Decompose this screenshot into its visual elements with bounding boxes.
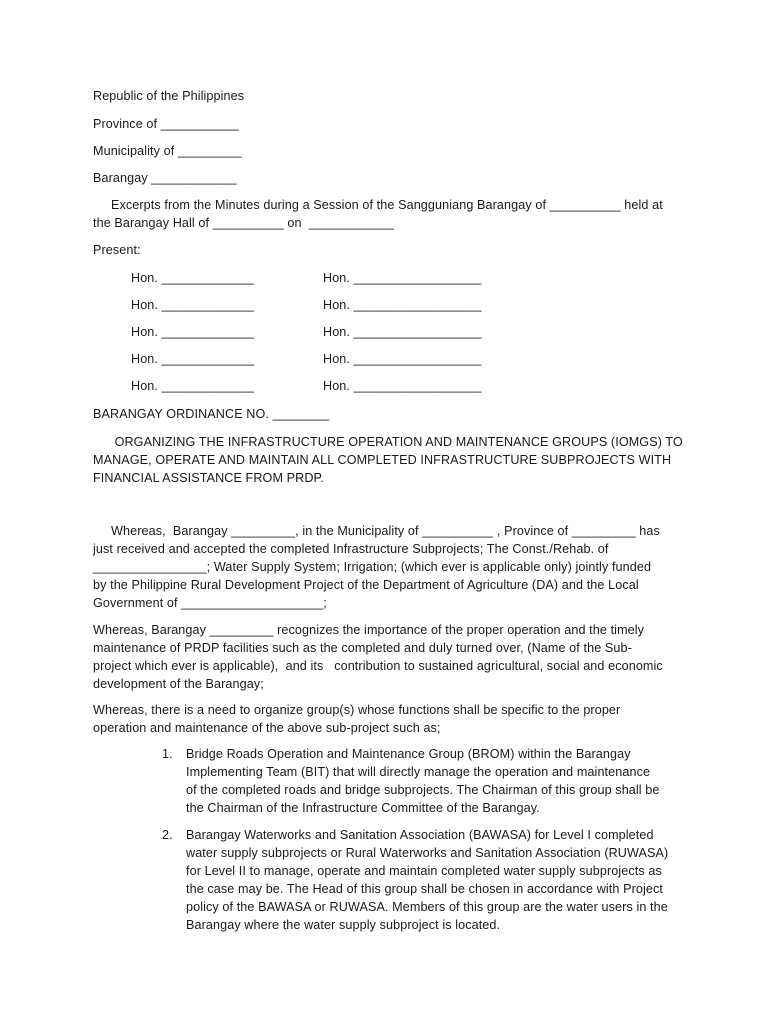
whereas1-line-2: just received and accepted the completed Infrastructure Subprojects; The Const./Rehab. of xyxy=(93,542,609,556)
present-right-1: Hon. __________________ xyxy=(323,271,482,285)
list-item-2-line-5: policy of the BAWASA or RUWASA. Members of this group are the water users in the xyxy=(186,900,668,914)
present-right-4: Hon. __________________ xyxy=(323,352,482,366)
list-item-2-number: 2. xyxy=(162,828,173,842)
list-item-1-line-4: the Chairman of the Infrastructure Committee of the Barangay. xyxy=(186,801,540,815)
ordinance-number: BARANGAY ORDINANCE NO. ________ xyxy=(93,407,330,421)
province-line: Province of ___________ xyxy=(93,117,239,131)
whereas2-line-4: development of the Barangay; xyxy=(93,677,264,691)
excerpt-line-1: Excerpts from the Minutes during a Session of the Sangguniang Barangay of __________ held at xyxy=(93,198,663,212)
list-item-2-line-1: Barangay Waterworks and Sanitation Association (BAWASA) for Level I completed xyxy=(186,828,654,842)
whereas1-line-4: by the Philippine Rural Development Project of the Department of Agriculture (DA) and the Local xyxy=(93,578,639,592)
whereas2-line-1: Whereas, Barangay _________ recognizes the importance of the proper operation and the timely xyxy=(93,623,645,637)
ordinance-title-line-2: MANAGE, OPERATE AND MAINTAIN ALL COMPLETED INFRASTRUCTURE SUBPROJECTS WITH xyxy=(93,453,672,467)
republic-line: Republic of the Philippines xyxy=(93,89,245,103)
present-right-3: Hon. __________________ xyxy=(323,325,482,339)
whereas2-line-3: project which ever is applicable), and its contribution to sustained agricultural, social and economic xyxy=(93,659,663,673)
present-left-5: Hon. _____________ xyxy=(131,379,254,393)
ordinance-title-line-1: ORGANIZING THE INFRASTRUCTURE OPERATION AND MAINTENANCE GROUPS (IOMGS) TO xyxy=(93,435,683,449)
excerpt-line-2: the Barangay Hall of __________ on ____________ xyxy=(93,216,395,230)
whereas2-line-2: maintenance of PRDP facilities such as the completed and duly turned over, (Name of the Sub- xyxy=(93,641,632,655)
present-left-3: Hon. _____________ xyxy=(131,325,254,339)
whereas3-line-2: operation and maintenance of the above sub-project such as; xyxy=(93,721,441,735)
list-item-2-line-6: Barangay where the water supply subproject is located. xyxy=(186,918,501,932)
list-item-1-line-2: Implementing Team (BIT) that will directly manage the operation and maintenance xyxy=(186,765,651,779)
whereas1-line-3: ________________; Water Supply System; Irrigation; (which ever is applicable only) jointly funded xyxy=(93,560,652,574)
whereas1-line-5: Government of ____________________; xyxy=(93,596,327,610)
present-right-5: Hon. __________________ xyxy=(323,379,482,393)
whereas3-line-1: Whereas, there is a need to organize group(s) whose functions shall be specific to the proper xyxy=(93,703,621,717)
list-item-1-number: 1. xyxy=(162,747,173,761)
municipality-line: Municipality of _________ xyxy=(93,144,242,158)
ordinance-title-line-3: FINANCIAL ASSISTANCE FROM PRDP. xyxy=(93,471,324,485)
present-left-1: Hon. _____________ xyxy=(131,271,254,285)
present-left-4: Hon. _____________ xyxy=(131,352,254,366)
whereas1-line-1: Whereas, Barangay _________, in the Municipality of __________ , Province of _________ has xyxy=(93,524,660,538)
present-label: Present: xyxy=(93,243,141,257)
list-item-2-line-4: the case may be. The Head of this group shall be chosen in accordance with Project xyxy=(186,882,664,896)
list-item-1-line-1: Bridge Roads Operation and Maintenance Group (BROM) within the Barangay xyxy=(186,747,631,761)
barangay-line: Barangay ____________ xyxy=(93,171,237,185)
list-item-2-line-2: water supply subprojects or Rural Waterworks and Sanitation Association (RUWASA) xyxy=(186,846,669,860)
present-right-2: Hon. __________________ xyxy=(323,298,482,312)
present-left-2: Hon. _____________ xyxy=(131,298,254,312)
list-item-1-line-3: of the completed roads and bridge subprojects. The Chairman of this group shall be xyxy=(186,783,660,797)
list-item-2-line-3: for Level II to manage, operate and maintain completed water supply subprojects as xyxy=(186,864,662,878)
